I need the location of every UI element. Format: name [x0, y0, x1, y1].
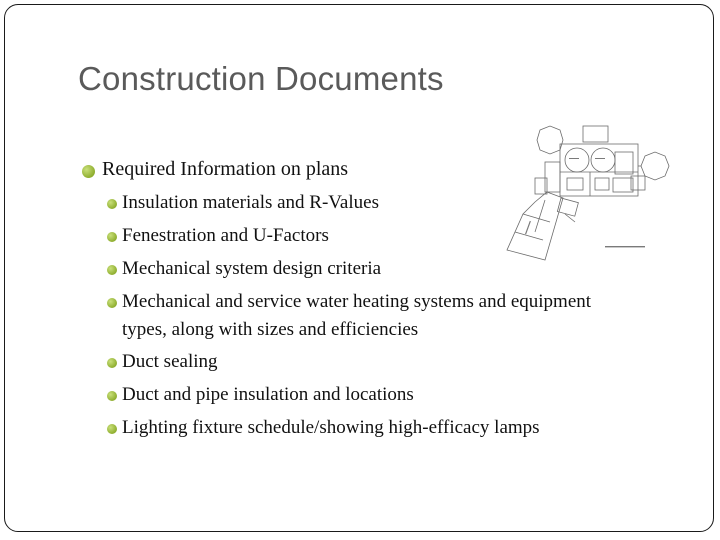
bullet-icon — [107, 358, 117, 368]
sub-bullet-lighting: Lighting fixture schedule/showing high-efficacy lamps — [122, 417, 540, 438]
sub-bullet-mechanical-water-cont: types, along with sizes and efficiencies — [122, 319, 419, 340]
bullet-icon — [107, 199, 117, 209]
bullet-icon — [107, 391, 117, 401]
bullet-icon — [107, 424, 117, 434]
floor-plan-image — [505, 122, 675, 272]
bullet-icon — [107, 265, 117, 275]
bullet-icon — [107, 232, 117, 242]
bullet-icon — [82, 165, 95, 178]
sub-bullet-mechanical-criteria: Mechanical system design criteria — [122, 258, 382, 279]
slide-title: Construction Documents — [78, 60, 444, 97]
sub-bullet-duct-pipe: Duct and pipe insulation and locations — [122, 384, 414, 405]
sub-bullet-insulation: Insulation materials and R-Values — [122, 192, 379, 213]
main-bullet: Required Information on plans — [102, 158, 349, 180]
sub-bullet-fenestration: Fenestration and U-Factors — [122, 225, 329, 246]
sub-bullet-duct-sealing: Duct sealing — [122, 351, 218, 372]
sub-bullet-mechanical-water: Mechanical and service water heating systems and equipment — [122, 291, 592, 312]
bullet-icon — [107, 298, 117, 308]
